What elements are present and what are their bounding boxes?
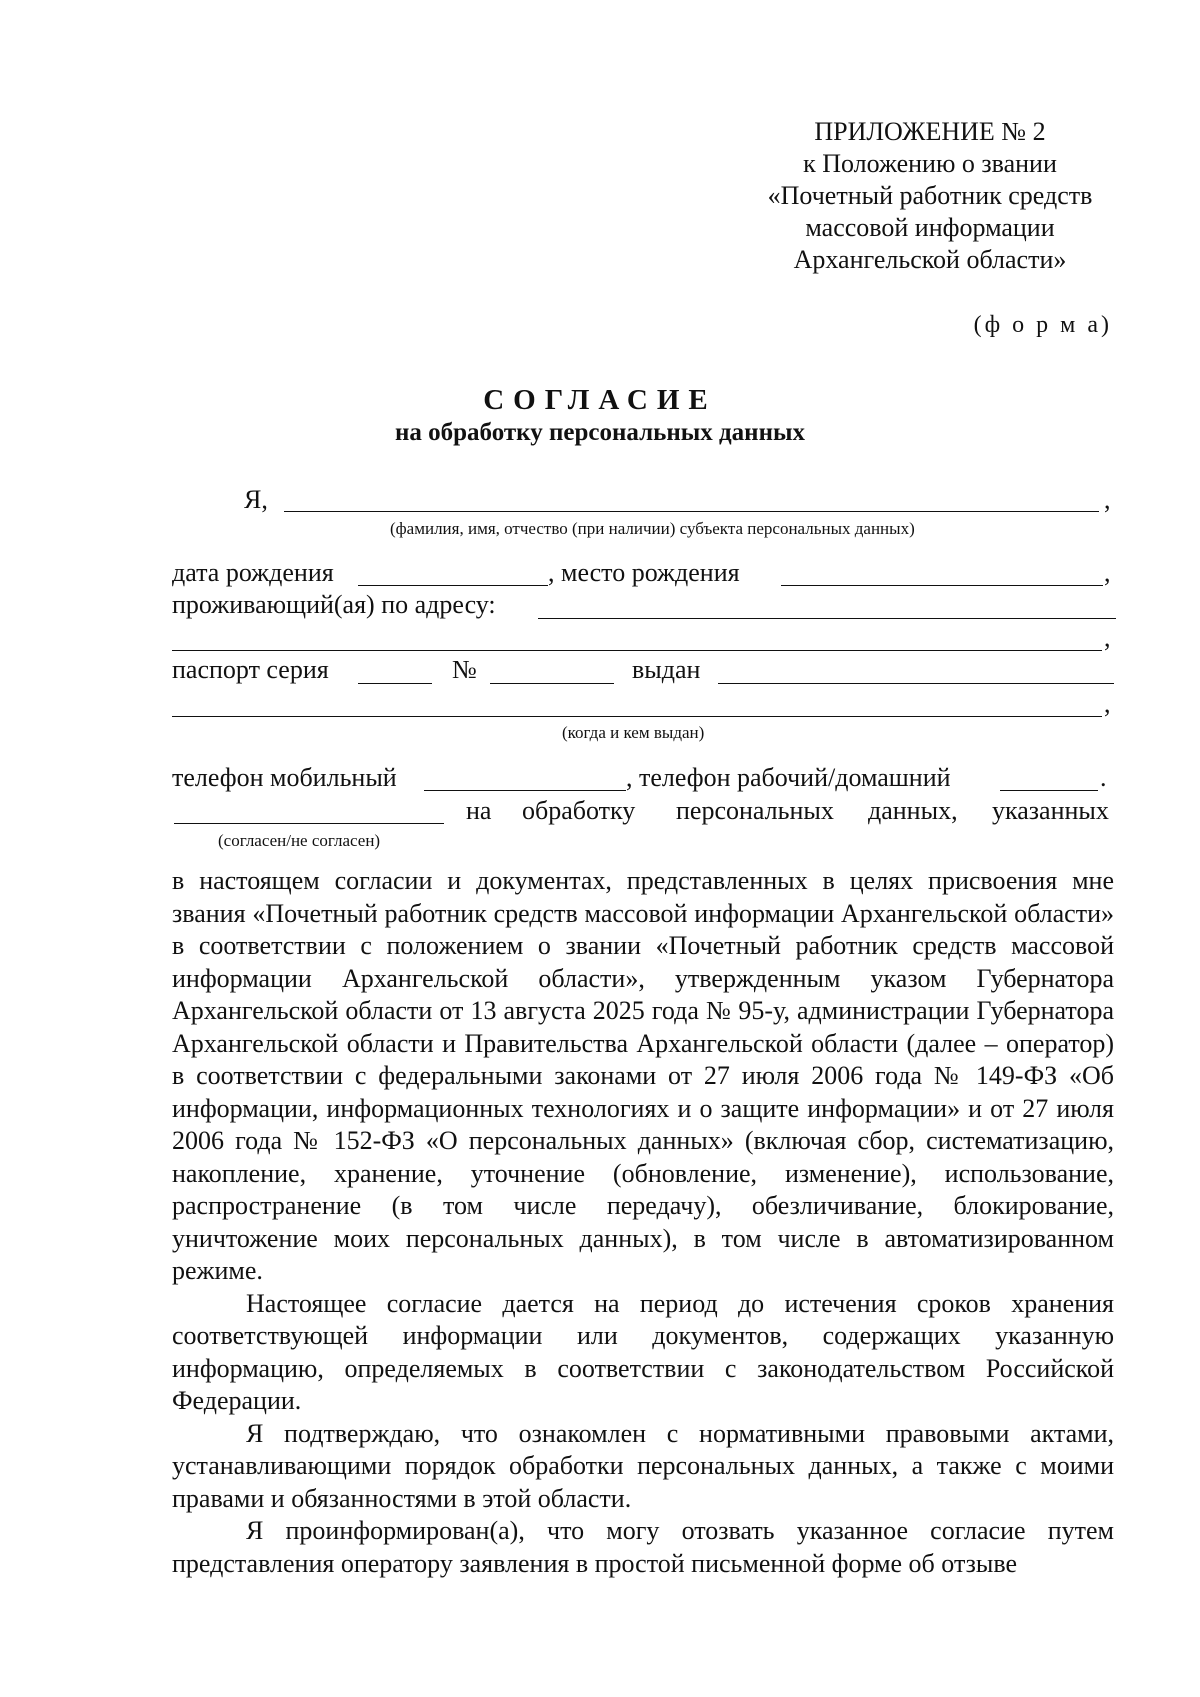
comma: , [1104, 623, 1111, 652]
form-note: (ф о р м а) [973, 312, 1112, 338]
document-subtitle: на обработку персональных данных [395, 419, 805, 446]
address-continuation-line[interactable] [172, 650, 1102, 651]
passport-number-label: № [452, 655, 477, 684]
passport-series-input-line[interactable] [358, 683, 432, 684]
comma: , [1104, 485, 1111, 514]
comma: , [1104, 689, 1111, 718]
body-paragraph: Я проинформирован(а), что могу отозвать указанное согласие путем представления оператору заявления в простой письменной форме об отзыве [172, 1516, 1114, 1578]
address-label: проживающий(ая) по адресу: [172, 590, 496, 619]
i-label: Я, [244, 485, 268, 514]
fio-caption: (фамилия, имя, отчество (при наличии) субъекта персональных данных) [390, 519, 915, 538]
consent-word: персональных [676, 796, 834, 825]
appendix-header [740, 116, 1120, 276]
address-input-line[interactable] [538, 618, 1116, 619]
consent-input-line[interactable] [174, 823, 444, 824]
body-paragraph: Настоящее согласие дается на период до истечения сроков хранения соответствующей информации или документов, содержащих указанную информацию, определяемых в соответствии с законодательством Российской Федерации. [172, 1288, 1114, 1415]
birth-place-input-line[interactable] [781, 585, 1103, 586]
passport-number-input-line[interactable] [490, 683, 614, 684]
comma: , [1104, 558, 1111, 587]
appendix-line: массовой информации [805, 213, 1055, 242]
consent-body [172, 865, 1114, 1580]
issued-input-line[interactable] [718, 683, 1114, 684]
passport-series-label: паспорт серия [172, 655, 329, 684]
work-phone-input-line[interactable] [1000, 790, 1098, 791]
birth-date-label: дата рождения [172, 558, 334, 587]
birth-date-input-line[interactable] [358, 585, 548, 586]
issued-label: выдан [632, 655, 701, 684]
body-paragraph: в настоящем согласии и документах, представленных в целях присвоения мне звания «Почетный работник средств массовой информации Архангельской области» в соответствии с положением о звании «Почетный работник средств массовой информации Архангельской области», утвержденным указом Губернатора Архангельской области от 13 августа 2025 года № 95-у, администрации Губернатора Архангельской области и Правительства Архангельской области (далее – оператор) в соответствии с федеральными законами от 27 июля 2006 года № 149-ФЗ «Об информации, информационных технологиях и о защите информации» и от 27 июля 2006 года № 152-ФЗ «О персональных данных» (включая сбор, систематизацию, накопление, хранение, уточнение (обновление, изменение), использование, распространение (в том числе передачу), обезличивание, блокирование, уничтожение моих персональных данных), в том числе в автоматизированном режиме. [172, 866, 1114, 1285]
fio-input-line[interactable] [284, 511, 1099, 512]
birth-place-label: , место рождения [548, 558, 740, 587]
consent-word: данных, [868, 796, 958, 825]
issued-caption: (когда и кем выдан) [562, 723, 705, 742]
issued-continuation-line[interactable] [172, 716, 1102, 717]
work-phone-label: , телефон рабочий/домашний [626, 763, 951, 792]
mobile-phone-label: телефон мобильный [172, 763, 397, 792]
appendix-line: Архангельской области» [793, 245, 1067, 274]
document-title: СОГЛАСИЕ [483, 384, 717, 416]
period: . [1100, 763, 1107, 792]
consent-caption: (согласен/не согласен) [218, 831, 381, 850]
appendix-line: к Положению о звании [803, 149, 1057, 178]
consent-word: на [466, 796, 492, 825]
consent-word: обработку [522, 796, 636, 825]
appendix-line: ПРИЛОЖЕНИЕ № 2 [814, 117, 1046, 146]
mobile-phone-input-line[interactable] [424, 790, 626, 791]
consent-word: указанных [992, 796, 1109, 825]
body-paragraph: Я подтверждаю, что ознакомлен с нормативными правовыми актами, устанавливающими порядок обработки персональных данных, а также с моими правами и обязанностями в этой области. [172, 1418, 1114, 1513]
appendix-line: «Почетный работник средств [767, 181, 1093, 210]
